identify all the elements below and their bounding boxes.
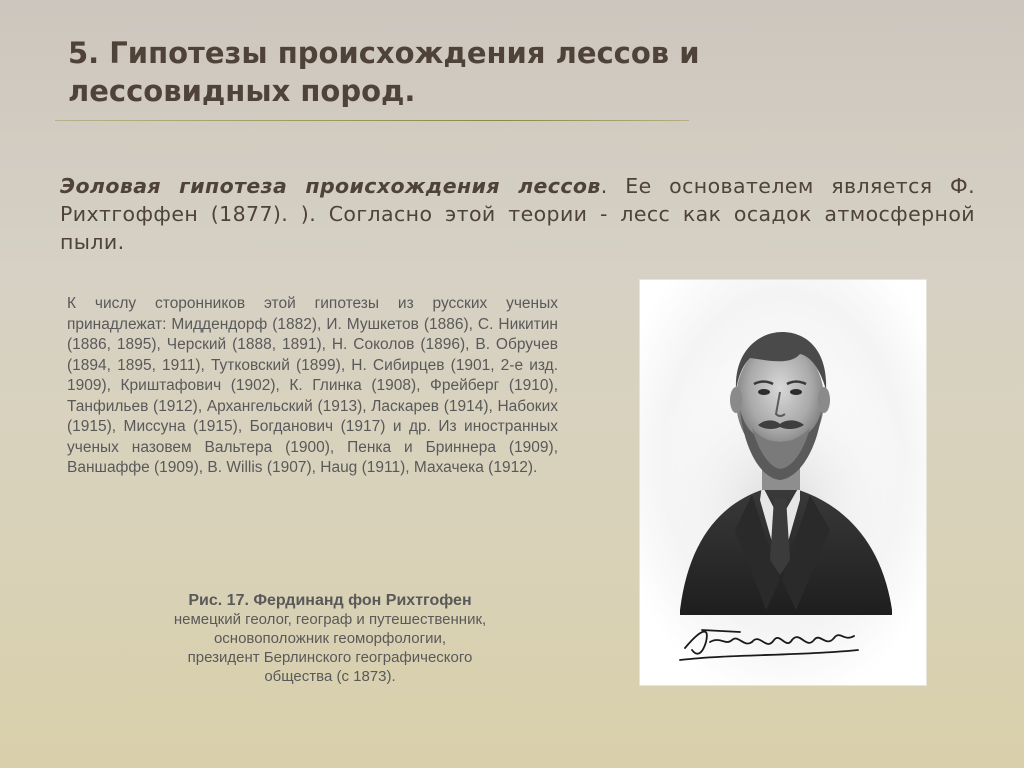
caption-line: основоположник геоморфологии, xyxy=(213,630,447,647)
supporters-paragraph: К числу сторонников этой гипотезы из русских ученых принадлежат: Миддендорф (1882), И. Мушкетов (1886), С. Никитин (1886, 1895), Черский (1888, 1891), Н. Соколов (1896), В. Обручев (1894, 1895, 1911), Тутковский (1899), Н. Сибирцев (1901, 2-е изд. 1909), Криштафович (1902), К. Глинка (1908), Фрейберг (1910), Танфильев (1912), Архангельский (1913), Ласкарев (1914), Набоких (1915), Миссуна (1915), Богданович (1917) и др. Из иностранных ученых назовем Вальтера (1900), Пенка и Бриннера (1909), Ваншаффе (1909), В. Willis (1907), Haug (1911), Махачека (1912). xyxy=(67,295,558,476)
portrait-engraving xyxy=(640,280,926,685)
caption-line: немецкий геолог, географ и путешественник, xyxy=(173,611,487,628)
intro-rest: . Ее основателем является Ф. Рихтгоффен (1877). ). Согласно этой теории - лесс как осадок атмосферной пыли. xyxy=(60,174,975,254)
portrait-image xyxy=(640,280,926,685)
caption-title: Рис. 17. Фердинанд фон Рихтгофен xyxy=(188,592,472,609)
figure-caption xyxy=(100,591,560,686)
caption-line: президент Берлинского географического xyxy=(187,649,473,666)
intro-lead: Эоловая гипотеза происхождения лессов xyxy=(60,174,601,198)
title-divider xyxy=(55,120,689,121)
caption-line: общества (с 1873). xyxy=(264,668,396,685)
slide-title: 5. Гипотезы происхождения лессов и лессовидных пород. xyxy=(68,36,700,108)
intro-paragraph xyxy=(60,172,975,256)
